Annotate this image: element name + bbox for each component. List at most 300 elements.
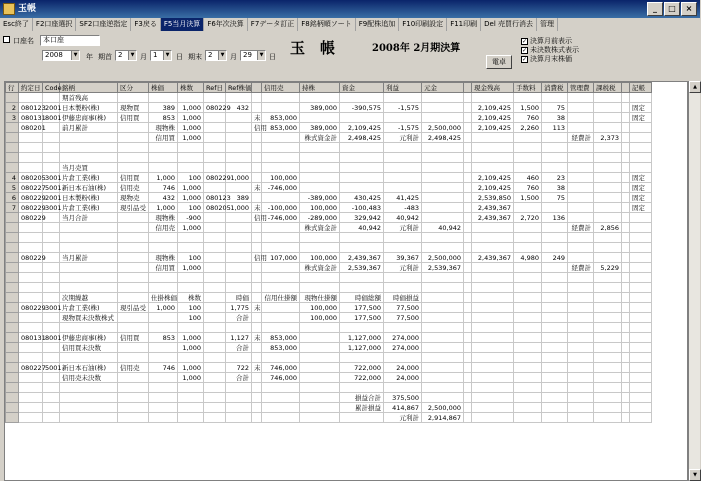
table-cell[interactable]: 現物株 [149, 253, 178, 263]
table-cell[interactable] [226, 123, 252, 133]
table-cell[interactable] [178, 323, 204, 333]
table-cell[interactable] [472, 233, 514, 243]
table-cell[interactable] [252, 143, 262, 153]
table-cell[interactable] [514, 323, 542, 333]
table-cell[interactable]: 信用買 [118, 113, 149, 123]
table-cell[interactable] [300, 363, 340, 373]
table-cell[interactable] [300, 273, 340, 283]
table-cell[interactable]: 080123 [19, 103, 43, 113]
option-month-end-price[interactable]: ✓ 決算月末株価 [522, 55, 572, 63]
table-row[interactable] [6, 233, 652, 243]
table-cell[interactable]: 40,942 [422, 223, 464, 233]
table-cell[interactable]: 現引品受 [118, 303, 149, 313]
table-cell[interactable]: 75 [542, 103, 568, 113]
table-cell[interactable] [6, 253, 19, 263]
table-cell[interactable]: 41,425 [384, 193, 422, 203]
table-cell[interactable] [43, 133, 60, 143]
table-cell[interactable] [6, 213, 19, 223]
table-cell[interactable] [149, 383, 178, 393]
menu-item-2[interactable]: SF2口座逆指定 [76, 18, 131, 31]
table-cell[interactable] [226, 253, 252, 263]
table-cell[interactable] [594, 93, 622, 103]
table-cell[interactable] [514, 303, 542, 313]
table-cell[interactable] [300, 333, 340, 343]
table-cell[interactable] [252, 133, 262, 143]
table-cell[interactable] [514, 143, 542, 153]
table-cell[interactable] [514, 223, 542, 233]
table-cell[interactable]: 当月売買 [60, 163, 118, 173]
table-cell[interactable] [384, 173, 422, 183]
table-row[interactable] [6, 143, 652, 153]
table-cell[interactable]: 1,127,000 [340, 343, 384, 353]
table-cell[interactable] [542, 393, 568, 403]
table-cell[interactable] [622, 323, 630, 333]
table-cell[interactable] [262, 143, 300, 153]
table-cell[interactable] [464, 273, 472, 283]
table-cell[interactable] [514, 93, 542, 103]
table-cell[interactable]: 460 [514, 173, 542, 183]
table-cell[interactable] [118, 213, 149, 223]
table-cell[interactable] [178, 243, 204, 253]
table-cell[interactable]: -389,000 [300, 193, 340, 203]
table-cell[interactable]: 080131 [19, 113, 43, 123]
table-cell[interactable]: 080229 [204, 103, 226, 113]
table-cell[interactable] [568, 383, 594, 393]
table-cell[interactable] [6, 313, 19, 323]
table-cell[interactable] [60, 233, 118, 243]
table-cell[interactable]: 2,500,000 [422, 403, 464, 413]
table-cell[interactable] [594, 373, 622, 383]
table-cell[interactable] [118, 163, 149, 173]
table-cell[interactable] [43, 153, 60, 163]
table-row[interactable] [6, 253, 652, 263]
table-cell[interactable] [19, 153, 43, 163]
table-cell[interactable] [252, 323, 262, 333]
table-cell[interactable]: 前月累計 [60, 123, 118, 133]
table-cell[interactable] [384, 273, 422, 283]
column-header[interactable]: 元金 [422, 83, 464, 93]
table-cell[interactable] [622, 363, 630, 373]
column-header[interactable] [252, 83, 262, 93]
checkbox-icon[interactable]: ✓ [522, 37, 528, 45]
table-cell[interactable] [384, 233, 422, 243]
table-cell[interactable] [422, 283, 464, 293]
table-cell[interactable] [300, 163, 340, 173]
table-cell[interactable] [594, 163, 622, 173]
table-cell[interactable]: 746 [149, 183, 178, 193]
table-cell[interactable] [226, 183, 252, 193]
table-cell[interactable] [622, 253, 630, 263]
table-cell[interactable]: 現物株 [149, 123, 178, 133]
table-cell[interactable] [204, 283, 226, 293]
table-cell[interactable]: 固定 [630, 203, 652, 213]
table-cell[interactable]: 080227 [19, 183, 43, 193]
table-cell[interactable] [60, 263, 118, 273]
table-cell[interactable] [568, 143, 594, 153]
table-cell[interactable] [226, 113, 252, 123]
table-cell[interactable] [226, 393, 252, 403]
table-cell[interactable] [542, 243, 568, 253]
table-cell[interactable]: 現物株 [149, 213, 178, 223]
table-cell[interactable] [594, 383, 622, 393]
table-cell[interactable] [340, 283, 384, 293]
table-cell[interactable] [622, 343, 630, 353]
table-cell[interactable] [262, 383, 300, 393]
table-cell[interactable]: 信用仕掛額 [262, 293, 300, 303]
table-cell[interactable] [6, 293, 19, 303]
menu-item-10[interactable]: F11印刷 [447, 18, 481, 31]
table-cell[interactable] [149, 143, 178, 153]
table-cell[interactable] [340, 243, 384, 253]
table-cell[interactable]: 2,500,000 [422, 123, 464, 133]
table-cell[interactable] [118, 153, 149, 163]
table-cell[interactable] [568, 363, 594, 373]
table-cell[interactable]: 375,500 [384, 393, 422, 403]
table-cell[interactable] [178, 403, 204, 413]
table-cell[interactable]: 未 [252, 333, 262, 343]
table-cell[interactable]: 100 [178, 313, 204, 323]
table-cell[interactable]: 389 [226, 193, 252, 203]
table-cell[interactable] [226, 153, 252, 163]
table-cell[interactable] [149, 153, 178, 163]
table-cell[interactable] [118, 123, 149, 133]
year-select[interactable]: 2008 ▼ [42, 50, 80, 61]
table-cell[interactable] [204, 373, 226, 383]
table-cell[interactable]: 当月累計 [60, 253, 118, 263]
table-cell[interactable] [252, 193, 262, 203]
table-cell[interactable]: 39,367 [384, 253, 422, 263]
table-cell[interactable] [6, 283, 19, 293]
table-cell[interactable] [252, 403, 262, 413]
table-cell[interactable] [300, 343, 340, 353]
table-cell[interactable]: 元利計 [384, 413, 422, 423]
end-month-select[interactable]: 2 ▼ [205, 50, 227, 61]
table-cell[interactable] [226, 353, 252, 363]
table-cell[interactable] [118, 373, 149, 383]
table-cell[interactable] [43, 343, 60, 353]
table-cell[interactable] [464, 363, 472, 373]
table-cell[interactable]: 746 [149, 363, 178, 373]
table-cell[interactable] [422, 273, 464, 283]
table-cell[interactable] [149, 243, 178, 253]
table-cell[interactable] [149, 273, 178, 283]
table-cell[interactable]: 1,000 [178, 373, 204, 383]
table-cell[interactable] [252, 243, 262, 253]
table-cell[interactable]: 信用 [252, 253, 262, 263]
table-cell[interactable] [60, 323, 118, 333]
table-cell[interactable] [422, 183, 464, 193]
table-cell[interactable] [464, 383, 472, 393]
table-cell[interactable]: 現物買 [118, 103, 149, 113]
menu-item-12[interactable]: 管理 [537, 18, 558, 31]
table-cell[interactable] [464, 253, 472, 263]
table-cell[interactable] [542, 143, 568, 153]
table-cell[interactable] [622, 243, 630, 253]
table-cell[interactable] [594, 233, 622, 243]
table-cell[interactable] [542, 163, 568, 173]
table-cell[interactable] [149, 93, 178, 103]
table-cell[interactable] [204, 323, 226, 333]
table-cell[interactable]: 信用売 [149, 223, 178, 233]
table-cell[interactable] [118, 313, 149, 323]
close-icon[interactable]: × [681, 2, 697, 16]
table-cell[interactable] [6, 373, 19, 383]
table-cell[interactable] [252, 233, 262, 243]
chevron-down-icon[interactable]: ▼ [218, 51, 226, 60]
table-cell[interactable] [542, 343, 568, 353]
column-header[interactable]: 約定日 [19, 83, 43, 93]
table-cell[interactable]: 信用 [252, 123, 262, 133]
table-cell[interactable]: 次期繰越 [60, 293, 118, 303]
table-row[interactable] [6, 173, 652, 183]
table-cell[interactable]: 2001 [43, 193, 60, 203]
table-cell[interactable] [464, 193, 472, 203]
table-cell[interactable] [514, 343, 542, 353]
table-cell[interactable] [594, 213, 622, 223]
table-cell[interactable] [514, 393, 542, 403]
table-cell[interactable]: 期首残高 [60, 93, 118, 103]
table-cell[interactable] [594, 363, 622, 373]
table-cell[interactable] [622, 183, 630, 193]
table-cell[interactable]: 株数 [178, 293, 204, 303]
table-cell[interactable] [6, 303, 19, 313]
table-cell[interactable]: 4,980 [514, 253, 542, 263]
table-cell[interactable] [149, 323, 178, 333]
table-cell[interactable] [568, 193, 594, 203]
table-cell[interactable] [204, 233, 226, 243]
table-cell[interactable] [622, 403, 630, 413]
table-cell[interactable] [630, 153, 652, 163]
table-cell[interactable] [252, 223, 262, 233]
table-cell[interactable] [19, 413, 43, 423]
table-cell[interactable] [204, 313, 226, 323]
table-cell[interactable] [630, 353, 652, 363]
table-cell[interactable] [472, 403, 514, 413]
table-cell[interactable] [384, 323, 422, 333]
table-cell[interactable]: 片倉工業(株) [60, 173, 118, 183]
table-cell[interactable] [300, 153, 340, 163]
table-cell[interactable] [622, 203, 630, 213]
table-cell[interactable] [568, 153, 594, 163]
table-cell[interactable]: 77,500 [384, 313, 422, 323]
table-cell[interactable]: 1,500 [514, 193, 542, 203]
table-cell[interactable]: 時価 [226, 293, 252, 303]
table-cell[interactable] [622, 373, 630, 383]
table-cell[interactable] [594, 173, 622, 183]
table-cell[interactable]: 24,000 [384, 363, 422, 373]
table-cell[interactable] [568, 373, 594, 383]
table-cell[interactable] [622, 123, 630, 133]
table-cell[interactable] [204, 343, 226, 353]
table-cell[interactable]: 1,127,000 [340, 333, 384, 343]
table-cell[interactable] [594, 243, 622, 253]
table-cell[interactable] [118, 263, 149, 273]
table-cell[interactable]: 853,000 [262, 123, 300, 133]
table-cell[interactable] [384, 113, 422, 123]
table-cell[interactable]: 2,498,425 [340, 133, 384, 143]
table-cell[interactable]: 現引品受 [118, 203, 149, 213]
table-cell[interactable] [43, 243, 60, 253]
table-cell[interactable] [422, 213, 464, 223]
table-cell[interactable] [43, 263, 60, 273]
table-cell[interactable]: 2,109,425 [472, 183, 514, 193]
table-cell[interactable]: 389,000 [300, 103, 340, 113]
table-cell[interactable] [622, 223, 630, 233]
table-cell[interactable] [252, 273, 262, 283]
table-cell[interactable]: 当月合計 [60, 213, 118, 223]
chevron-down-icon[interactable]: ▼ [257, 51, 265, 60]
table-cell[interactable] [149, 413, 178, 423]
table-cell[interactable]: 未 [252, 183, 262, 193]
table-cell[interactable] [464, 183, 472, 193]
table-cell[interactable] [43, 403, 60, 413]
table-cell[interactable] [43, 283, 60, 293]
table-cell[interactable] [300, 183, 340, 193]
table-cell[interactable] [568, 163, 594, 173]
table-cell[interactable] [568, 393, 594, 403]
table-cell[interactable]: 日本製粉(株) [60, 193, 118, 203]
table-cell[interactable] [630, 303, 652, 313]
table-cell[interactable]: 現物買未決数株式 [60, 313, 118, 323]
table-cell[interactable] [43, 323, 60, 333]
table-cell[interactable]: 仕掛株価 [149, 293, 178, 303]
table-cell[interactable] [514, 133, 542, 143]
table-cell[interactable] [422, 163, 464, 173]
table-cell[interactable] [226, 383, 252, 393]
table-cell[interactable]: 100,000 [300, 303, 340, 313]
menu-item-11[interactable]: Del 売買行消去 [481, 18, 537, 31]
table-cell[interactable] [422, 363, 464, 373]
table-cell[interactable] [262, 273, 300, 283]
table-cell[interactable]: 722 [226, 363, 252, 373]
table-cell[interactable]: 信用売未決数 [60, 373, 118, 383]
table-cell[interactable] [340, 173, 384, 183]
table-cell[interactable] [472, 263, 514, 273]
table-cell[interactable]: 1,000 [226, 173, 252, 183]
table-cell[interactable] [422, 203, 464, 213]
table-cell[interactable]: 080201 [19, 123, 43, 133]
table-cell[interactable] [568, 323, 594, 333]
table-cell[interactable] [226, 243, 252, 253]
table-cell[interactable] [422, 243, 464, 253]
table-cell[interactable] [19, 133, 43, 143]
table-cell[interactable]: 新日本石油(株) [60, 183, 118, 193]
table-cell[interactable]: -289,000 [300, 213, 340, 223]
table-cell[interactable] [204, 363, 226, 373]
table-cell[interactable] [542, 403, 568, 413]
table-cell[interactable] [514, 163, 542, 173]
table-cell[interactable] [60, 393, 118, 403]
table-cell[interactable] [178, 283, 204, 293]
table-cell[interactable] [19, 143, 43, 153]
menu-item-6[interactable]: F7データ訂正 [248, 18, 298, 31]
table-cell[interactable] [384, 93, 422, 103]
table-cell[interactable] [19, 263, 43, 273]
table-cell[interactable] [300, 323, 340, 333]
table-cell[interactable]: 100 [178, 253, 204, 263]
table-cell[interactable]: 853 [149, 333, 178, 343]
table-cell[interactable] [204, 183, 226, 193]
table-cell[interactable] [630, 293, 652, 303]
table-cell[interactable]: 2,109,425 [340, 123, 384, 133]
table-cell[interactable] [514, 383, 542, 393]
table-cell[interactable] [300, 113, 340, 123]
table-cell[interactable] [422, 103, 464, 113]
table-cell[interactable] [422, 343, 464, 353]
table-cell[interactable] [464, 103, 472, 113]
table-cell[interactable]: 2,498,425 [422, 133, 464, 143]
table-cell[interactable]: 片倉工業(株) [60, 303, 118, 313]
table-row[interactable] [6, 273, 652, 283]
table-cell[interactable] [464, 333, 472, 343]
table-cell[interactable] [472, 283, 514, 293]
table-cell[interactable] [630, 243, 652, 253]
table-cell[interactable] [472, 303, 514, 313]
table-cell[interactable] [384, 183, 422, 193]
table-cell[interactable] [594, 123, 622, 133]
table-cell[interactable]: 77,500 [384, 303, 422, 313]
table-cell[interactable] [630, 223, 652, 233]
table-cell[interactable] [118, 283, 149, 293]
table-cell[interactable] [514, 243, 542, 253]
table-cell[interactable] [422, 313, 464, 323]
table-cell[interactable] [422, 333, 464, 343]
table-cell[interactable] [542, 373, 568, 383]
table-cell[interactable] [149, 283, 178, 293]
table-cell[interactable] [6, 383, 19, 393]
table-cell[interactable] [149, 233, 178, 243]
table-cell[interactable] [594, 413, 622, 423]
table-cell[interactable] [252, 343, 262, 353]
table-cell[interactable]: 1,000 [149, 303, 178, 313]
table-cell[interactable]: -1,575 [384, 123, 422, 133]
table-cell[interactable] [340, 323, 384, 333]
table-cell[interactable] [622, 143, 630, 153]
table-cell[interactable] [630, 393, 652, 403]
table-cell[interactable]: 3001 [43, 203, 60, 213]
table-cell[interactable] [43, 313, 60, 323]
table-cell[interactable] [252, 313, 262, 323]
table-cell[interactable] [594, 393, 622, 403]
table-row[interactable] [6, 283, 652, 293]
column-header[interactable]: 行 [6, 83, 19, 93]
table-cell[interactable] [514, 363, 542, 373]
checkbox-icon[interactable]: ✓ [522, 55, 528, 63]
table-cell[interactable]: 430,425 [340, 193, 384, 203]
table-cell[interactable] [178, 393, 204, 403]
table-cell[interactable] [252, 293, 262, 303]
table-cell[interactable] [340, 153, 384, 163]
table-cell[interactable]: 100,000 [300, 203, 340, 213]
table-cell[interactable]: 2,109,425 [472, 103, 514, 113]
option-prev-month[interactable]: ✓ 決算月前表示 [522, 37, 572, 45]
table-cell[interactable] [43, 373, 60, 383]
table-cell[interactable] [226, 273, 252, 283]
table-cell[interactable] [514, 353, 542, 363]
table-cell[interactable]: -483 [384, 203, 422, 213]
table-cell[interactable]: 1,000 [178, 193, 204, 203]
table-cell[interactable] [226, 213, 252, 223]
table-cell[interactable] [464, 113, 472, 123]
table-cell[interactable] [252, 173, 262, 183]
table-cell[interactable]: -100,483 [340, 203, 384, 213]
table-cell[interactable] [118, 273, 149, 283]
table-cell[interactable] [594, 153, 622, 163]
table-cell[interactable] [464, 173, 472, 183]
table-cell[interactable] [568, 403, 594, 413]
table-cell[interactable] [622, 383, 630, 393]
table-cell[interactable] [622, 393, 630, 403]
